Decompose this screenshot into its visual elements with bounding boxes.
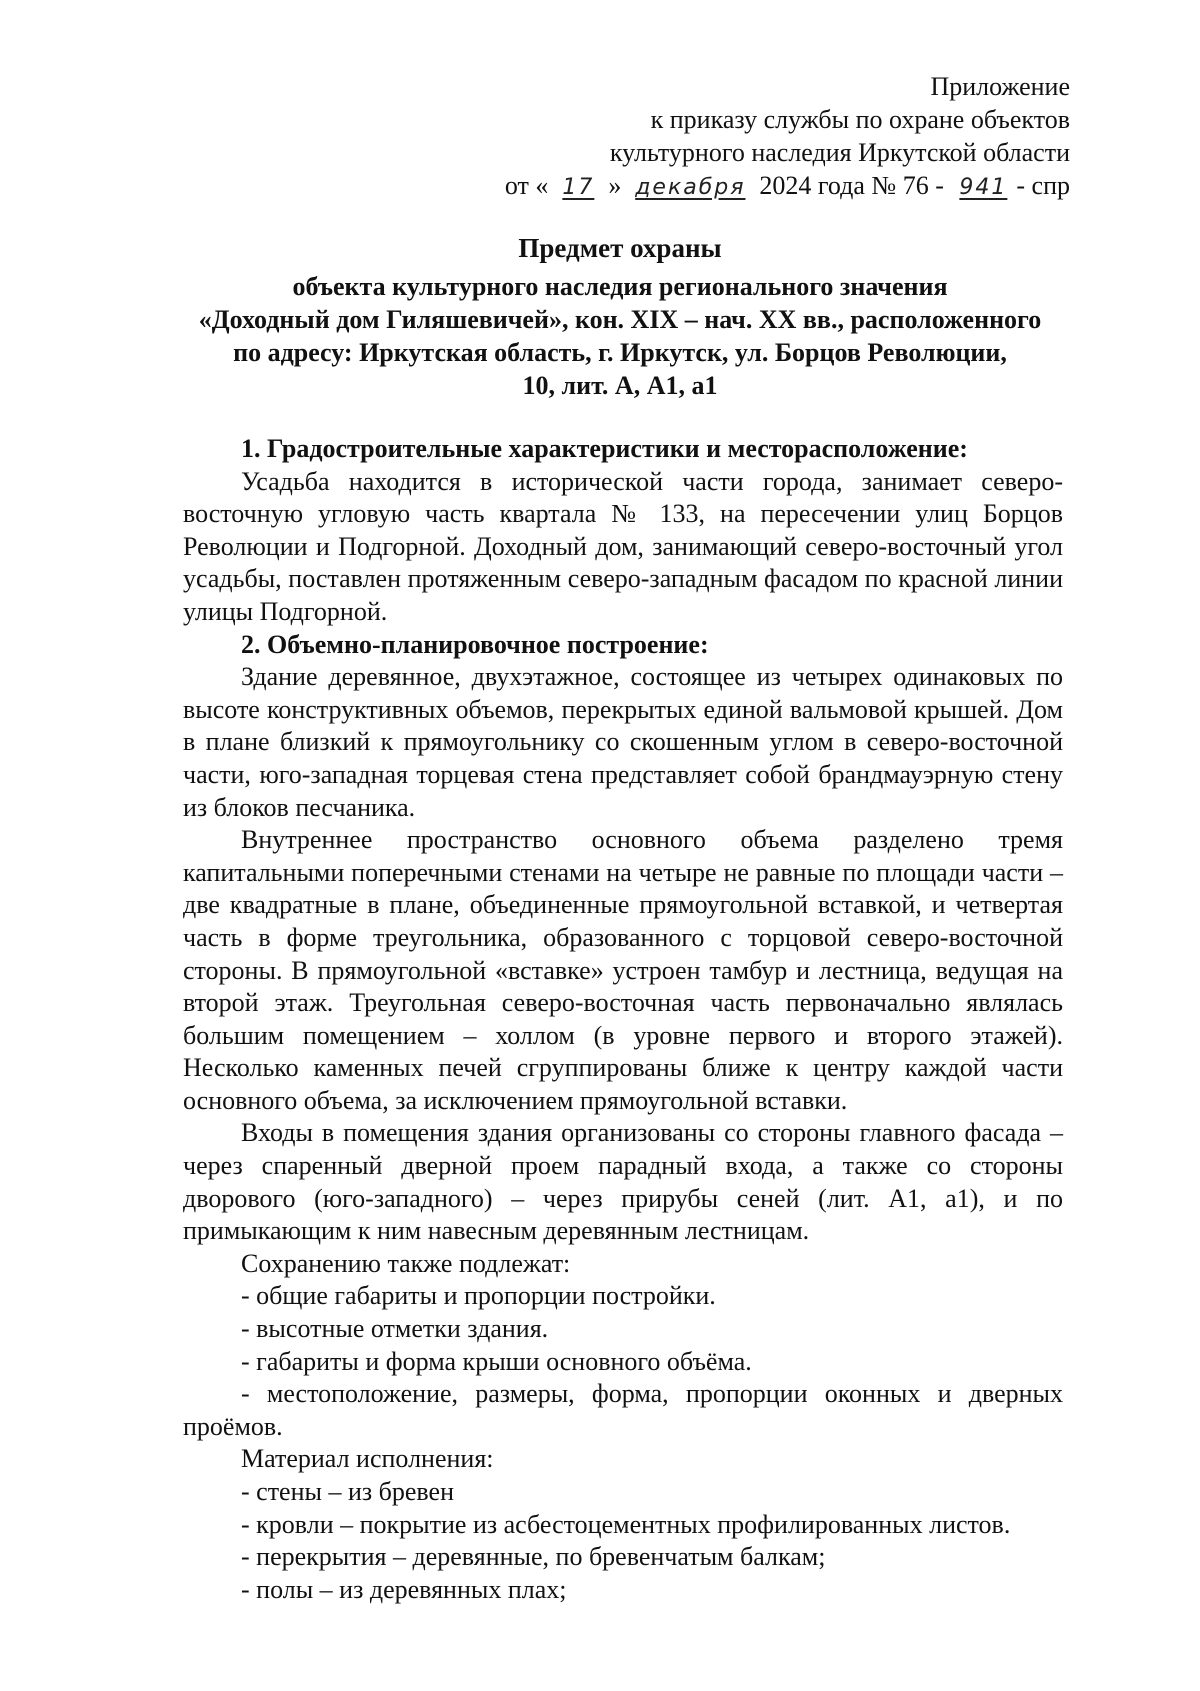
date-prefix: от «	[504, 171, 549, 200]
date-year-suffix: 2024 года № 76 -	[759, 171, 944, 200]
section-2-heading: 2. Объемно-планировочное построение:	[241, 629, 709, 659]
material-item: - стены – из бревен	[241, 1477, 455, 1506]
section-2-paragraph-2: Внутреннее пространство основного объема разделено тремя капитальными поперечными стенами на четыре не равные по площади части – две квадратные в плане, объединенные прямоугольной вставкой, и четвертая часть в форме треугольника, образованного с торцовой северо-восточной стороны. В прямоугольной «вставке» устроен тамбур и лестница, ведущая на второй этаж. Треугольная северо-восточная часть первоначально являлась большим помещением – холлом (в уровне первого и второго этажей). Несколько каменных печей сгруппированы ближе к центру каждой части основного объема, за исключением прямоугольной вставки.	[183, 825, 1063, 1115]
order-attachment-header	[350, 70, 1070, 204]
material-item: - полы – из деревянных плах;	[241, 1574, 567, 1604]
material-heading: Материал исполнения:	[241, 1444, 494, 1474]
section-2-paragraph-3: Входы в помещения здания организованы со стороны главного фасада – через спаренный дверной проем парадный входа, а также со стороны дворового (юго-западного) – через прирубы сеней (лит. А1, а1), и по примыкающим к ним навесным деревянным лестницам.	[183, 1118, 1063, 1246]
section-2-paragraph-1: Здание деревянное, двухэтажное, состоящее из четырех одинаковых по высоте конструктивных объемов, перекрытых единой вальмовой крышей. Дом в плане близкий к прямоугольнику со скошенным углом в северо-восточной части, юго-западная торцевая стена представляет собой брандмауэрную стену из блоков песчаника.	[183, 662, 1063, 822]
date-mid: »	[608, 171, 622, 200]
document-title	[180, 232, 1060, 402]
handwritten-day: 17	[562, 175, 595, 200]
title-line-5: 10, лит. А, А1, а1	[522, 371, 718, 400]
section-1-heading: 1. Градостроительные характеристики и месторасположение:	[241, 434, 968, 463]
header-line-2: к приказу службы по охране объектов	[650, 105, 1070, 134]
preserve-heading: Сохранению также подлежат:	[241, 1248, 571, 1278]
preserve-item: - высотные отметки здания.	[241, 1314, 549, 1344]
document-body	[183, 433, 1063, 1606]
preserve-item: - местоположение, размеры, форма, пропорции оконных и дверных проёмов.	[183, 1379, 1063, 1441]
preserve-item: - общие габариты и пропорции постройки.	[241, 1281, 716, 1311]
handwritten-month: декабря	[635, 175, 746, 200]
preserve-item: - габариты и форма крыши основного объёма.	[241, 1346, 752, 1376]
material-item: - кровли – покрытие из асбестоцементных профилированных листов.	[241, 1509, 1011, 1539]
section-1-paragraph: Усадьба находится в исторической части города, занимает северо-восточную угловую часть квартала № 133, на пересечении улиц Борцов Революции и Подгорной. Доходный дом, занимающий северо-восточный угол усадьбы, поставлен протяженным северо-западным фасадом по красной линии улицы Подгорной.	[183, 466, 1063, 626]
title-line-2: объекта культурного наследия регионального значения	[292, 272, 948, 301]
header-line-3: культурного наследия Иркутской области	[609, 138, 1070, 167]
handwritten-number: 941	[959, 175, 1008, 200]
title-line-4: по адресу: Иркутская область, г. Иркутск, ул. Борцов Революции,	[233, 338, 1007, 367]
material-item: - перекрытия – деревянные, по бревенчатым балкам;	[241, 1542, 826, 1572]
header-date-line	[350, 169, 1070, 204]
title-main: Предмет охраны	[518, 233, 722, 263]
title-line-3: «Доходный дом Гиляшевичей», кон. XIX – нач. XX вв., расположенного	[198, 305, 1042, 334]
number-suffix: - спр	[1016, 171, 1070, 200]
header-line-1: Приложение	[930, 72, 1070, 101]
